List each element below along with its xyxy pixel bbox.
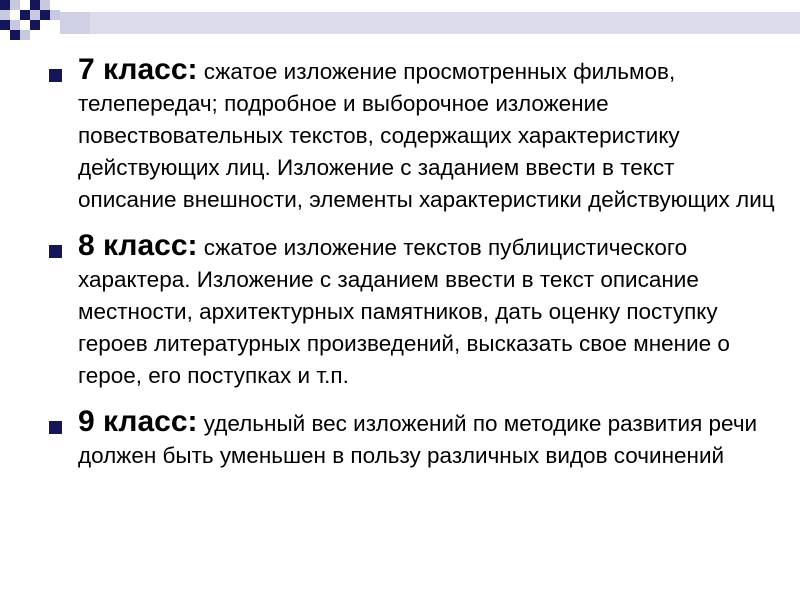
grade-heading: 7 класс: (78, 53, 198, 86)
checker-square (0, 20, 10, 30)
list-item-grade-7 (48, 54, 778, 216)
checker-square (10, 0, 20, 10)
checker-square (0, 0, 10, 10)
slide-content (48, 54, 778, 486)
checker-square (20, 10, 30, 20)
list-item-grade-8 (48, 230, 778, 392)
header-decor-tail (60, 12, 90, 34)
grade-heading: 9 класс: (78, 405, 198, 438)
checker-square (0, 10, 10, 20)
checker-square (20, 30, 30, 40)
grade-description: сжатое изложение просмотренных фильмов, телепередач; подробное и выборочное изложение повествовательных текстов, содержащих характеристику действующих лиц. Изложение с заданием ввести в текст описание внешности, элементы характеристики действующих лиц (78, 59, 775, 212)
list-item-text (78, 54, 778, 216)
checker-square (40, 10, 50, 20)
checker-square (30, 10, 40, 20)
checker-square (30, 20, 40, 30)
checker-square (40, 20, 50, 30)
square-bullet-icon (49, 69, 62, 82)
list-item-grade-9 (48, 406, 778, 472)
checker-decor (0, 0, 60, 40)
grade-description: сжатое изложение текстов публицистического характера. Изложение с заданием ввести в текст описание местности, архитектурных памятников, дать оценку поступку героев литературных произведений, высказать свое мнение о герое, его поступках и т.п. (78, 235, 730, 388)
list-item-text (78, 230, 778, 392)
grade-description: удельный вес изложений по методике развития речи должен быть уменьшен в пользу различных видов сочинений (78, 411, 758, 468)
checker-square (10, 10, 20, 20)
checker-square (10, 20, 20, 30)
list-item-text (78, 406, 778, 472)
checker-square (20, 20, 30, 30)
checker-square (50, 10, 60, 20)
checker-square (30, 0, 40, 10)
checker-square (40, 0, 50, 10)
square-bullet-icon (49, 245, 62, 258)
grade-heading: 8 класс: (78, 229, 198, 262)
checker-square (10, 30, 20, 40)
header-decor-strip (60, 12, 800, 34)
square-bullet-icon (49, 421, 62, 434)
checker-square (20, 0, 30, 10)
